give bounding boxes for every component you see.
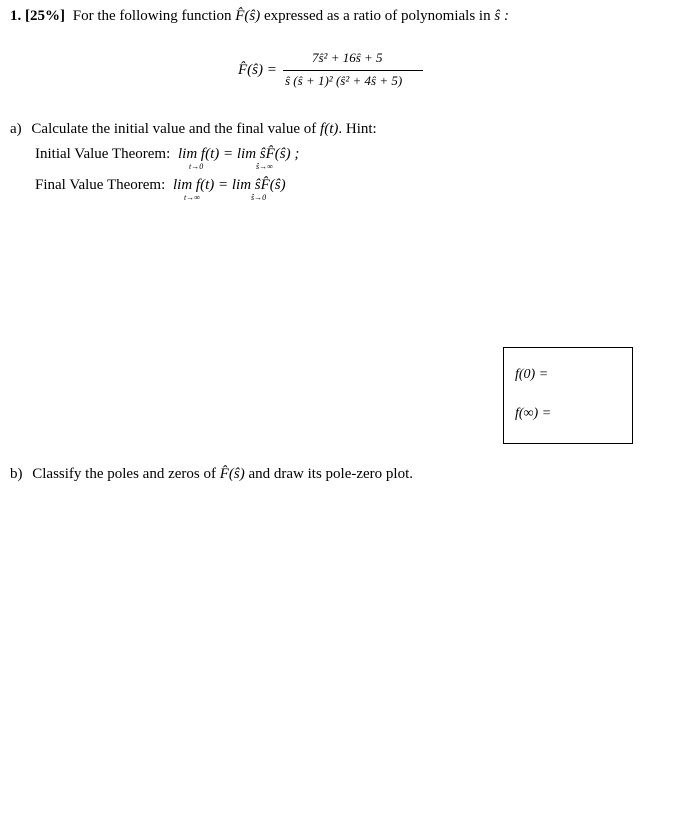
transfer-function-symbol: F̂(ŝ) [235,8,261,24]
time-function: f(t) [320,121,339,137]
answer-box [503,347,633,444]
part-b-label: b) [10,466,23,482]
problem-header [10,8,509,25]
fraction-bar [283,70,423,71]
equation-denominator: ŝ (ŝ + 1)² (ŝ² + 4ŝ + 5) [285,73,403,88]
final-value-answer[interactable]: f(∞) = [515,406,552,421]
fvt-limit-subscript-s: ŝ→0 [251,193,267,202]
ivt-limit-subscript-s: ŝ→∞ [256,162,273,171]
ivt-label: Initial Value Theorem: [35,146,171,162]
problem-intro: For the following function [72,8,232,24]
equation-lhs: F̂(ŝ) = [238,62,277,78]
ivt-limit-subscript-t: t→0 [189,162,204,171]
ivt-formula: lim f(t) = lim ŝF̂(ŝ) ; [178,146,300,162]
part-b-text2: and draw its pole-zero plot. [248,466,413,482]
part-a-text: Calculate the initial value and the final value of [31,121,317,137]
problem-intro-tail: expressed as a ratio of polynomials in [263,8,491,24]
part-a-label: a) [10,121,22,137]
initial-value-theorem [35,146,299,163]
fvt-formula: lim f(t) = lim ŝF̂(ŝ) [173,177,286,193]
laplace-variable: ŝ : [494,8,509,24]
problem-number: 1. [10,8,22,24]
fvt-label: Final Value Theorem: [35,177,166,193]
initial-value-answer[interactable]: f(0) = [515,367,549,382]
problem-weight: [25%] [25,8,65,24]
part-a-question [10,121,377,138]
part-b-question [10,466,413,483]
fvt-limit-subscript-t: t→∞ [184,193,200,202]
final-value-theorem [35,177,286,194]
part-b-function: F̂(ŝ) [219,466,245,482]
part-b-text1: Classify the poles and zeros of [32,466,216,482]
equation-numerator: 7ŝ² + 16ŝ + 5 [312,50,383,65]
part-a-hint: . Hint: [338,121,377,137]
